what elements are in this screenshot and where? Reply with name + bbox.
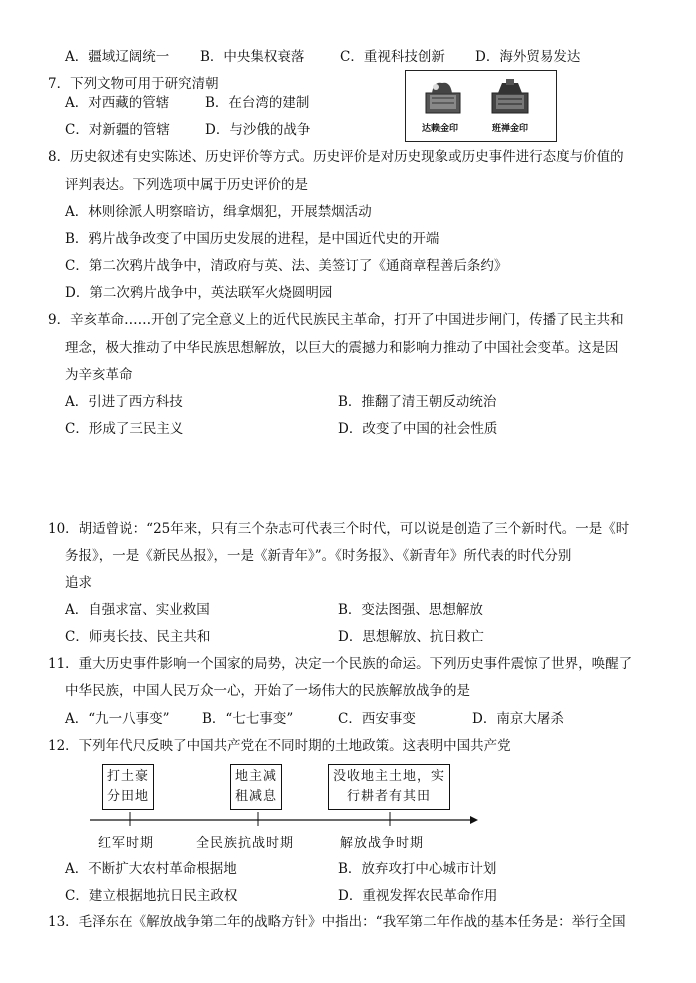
dalai-seal-icon [420, 79, 464, 115]
q9-stem-line1: 9．辛亥革命……开创了完全意义上的近代民族民主革命，打开了中国进步闸门，传播了民主共和 [48, 312, 624, 328]
timeline-period-1: 红军时期 [98, 836, 155, 851]
timeline-box-2-line1: 地主减 [235, 769, 278, 784]
q7-option-c: C．对新疆的管辖 [65, 122, 170, 138]
q7-seal-figure [405, 70, 557, 142]
q11-stem-line1: 11．重大历史事件影响一个国家的局势，决定一个民族的命运。下列历史事件震惊了世界，唤醒了 [48, 656, 633, 672]
q10-option-b: B．变法图强、思想解放 [338, 602, 483, 618]
timeline-box-1-line2: 分田地 [107, 789, 150, 804]
q9-stem-line2: 理念，极大推动了中华民族思想解放，以巨大的震撼力和影响力推动了中国社会变革。这是因 [65, 340, 619, 356]
q12-timeline [90, 760, 480, 860]
timeline-period-3: 解放战争时期 [340, 836, 425, 851]
timeline-period-2: 全民族抗战时期 [196, 836, 295, 851]
q6-option-c: C．重视科技创新 [340, 49, 445, 65]
q10-option-d: D．思想解放、抗日救亡 [338, 629, 484, 645]
timeline-box-3-line1: 没收地主土地，实 [333, 769, 446, 784]
q6-option-a: A．疆域辽阔统一 [65, 49, 170, 65]
q9-option-b: B．推翻了清王朝反动统治 [338, 394, 497, 410]
q12-option-a: A．不断扩大农村革命根据地 [65, 861, 237, 877]
q7-option-d: D．与沙俄的战争 [205, 122, 311, 138]
q11-option-b: B．“七七事变” [202, 711, 294, 727]
seal-label-panchen: 班禅金印 [492, 124, 529, 134]
q12-option-d: D．重视发挥农民革命作用 [338, 888, 498, 904]
q8-option-d: D．第二次鸦片战争中，英法联军火烧圆明园 [65, 285, 333, 301]
q10-option-a: A．自强求富、实业救国 [65, 602, 210, 618]
timeline-box-2-line2: 租减息 [235, 789, 278, 804]
q10-stem-line1: 10．胡适曾说：“25年来，只有三个杂志可代表三个时代，可以说是创造了三个新时代。一是《时 [48, 521, 630, 537]
q8-stem-line1: 8．历史叙述有史实陈述、历史评价等方式。历史评价是对历史现象或历史事件进行态度与价值的 [48, 149, 624, 165]
q8-option-a: A．林则徐派人明察暗访，缉拿烟犯，开展禁烟活动 [65, 204, 372, 220]
q7-option-a: A．对西藏的管辖 [65, 95, 170, 111]
q12-option-b: B．放弃攻打中心城市计划 [338, 861, 497, 877]
q11-option-d: D．南京大屠杀 [472, 711, 564, 727]
q9-stem-line3: 为辛亥革命 [65, 367, 133, 383]
q6-option-b: B．中央集权衰落 [200, 49, 305, 65]
q10-stem-line2: 务报》，一是《新民丛报》，一是《新青年》”。《时务报》、《新青年》所代表的时代分别 [65, 548, 572, 564]
q8-option-c: C．第二次鸦片战争中，清政府与英、法、美签订了《通商章程善后条约》 [65, 258, 508, 274]
seal-label-dalai: 达赖金印 [422, 124, 459, 134]
q8-stem-line2: 评判表达。下列选项中属于历史评价的是 [65, 177, 308, 193]
q7-stem: 7．下列文物可用于研究清朝 [48, 76, 219, 92]
q10-option-c: C．师夷长技、民主共和 [65, 629, 211, 645]
q11-option-a: A．“九一八事变” [65, 711, 170, 727]
q9-option-d: D．改变了中国的社会性质 [338, 421, 498, 437]
q12-stem: 12．下列年代尺反映了中国共产党在不同时期的土地政策。这表明中国共产党 [48, 738, 511, 754]
q7-option-b: B．在台湾的建制 [205, 95, 310, 111]
q9-option-a: A．引进了西方科技 [65, 394, 183, 410]
panchen-seal-icon [488, 79, 532, 115]
q12-option-c: C．建立根据地抗日民主政权 [65, 888, 238, 904]
q8-option-b: B．鸦片战争改变了中国历史发展的进程，是中国近代史的开端 [65, 231, 440, 247]
q6-option-d: D．海外贸易发达 [475, 49, 581, 65]
q11-stem-line2: 中华民族，中国人民万众一心，开始了一场伟大的民族解放战争的是 [65, 683, 470, 699]
timeline-box-3-line2: 行耕者有其田 [347, 789, 432, 804]
q9-option-c: C．形成了三民主义 [65, 421, 184, 437]
q10-stem-line3: 追求 [65, 575, 92, 591]
q13-stem-line1: 13．毛泽东在《解放战争第二年的战略方针》中指出：“我军第二年作战的基本任务是：举行全国 [48, 914, 626, 930]
q11-option-c: C．西安事变 [338, 711, 416, 727]
timeline-box-1-line1: 打土豪 [107, 769, 150, 784]
